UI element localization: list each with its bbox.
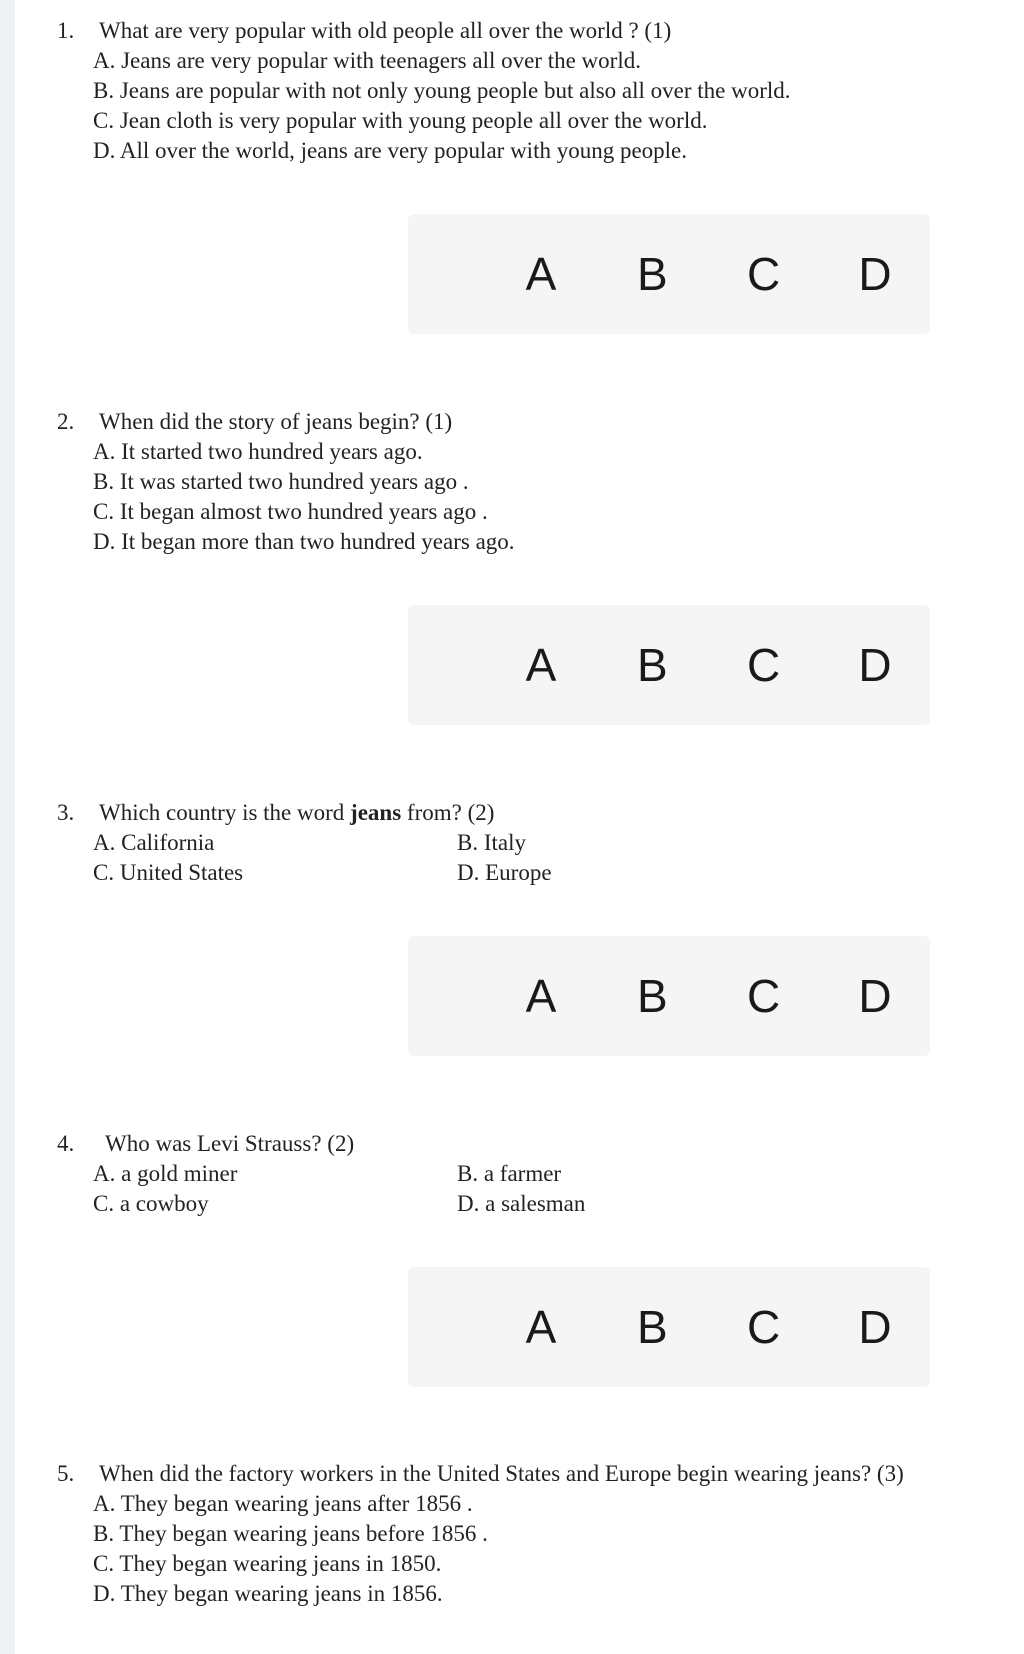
question-number: 3. [57,800,75,825]
option-b: B. a farmer [457,1161,562,1186]
choice-d-button[interactable]: D [858,970,892,1022]
question-text: Which country is the word jeans from? (2) [99,800,495,825]
option-d: D. Europe [457,860,552,885]
option-c: C. They began wearing jeans in 1850. [93,1551,442,1576]
question-number: 1. [57,18,75,43]
option-d: D. It began more than two hundred years ago. [93,529,515,554]
option-c: C. United States [93,860,244,885]
answer-choices-1 [408,214,930,334]
options-list [93,437,515,557]
answer-choices-4 [408,1267,930,1387]
option-c: C. Jean cloth is very popular with young people all over the world. [93,108,708,133]
choice-c-button[interactable]: C [747,248,781,300]
choice-b-button[interactable]: B [636,639,668,691]
option-b: B. They began wearing jeans before 1856 . [93,1521,488,1546]
question-text: What are very popular with old people all over the world ? (1) [99,18,672,43]
question-text: When did the story of jeans begin? (1) [99,409,453,434]
question-3 [57,798,757,888]
left-edge-bar [0,0,15,1654]
choice-c-button[interactable]: C [747,639,781,691]
question-text: Who was Levi Strauss? (2) [105,1131,355,1156]
question-5 [57,1459,937,1609]
option-a: A. They began wearing jeans after 1856 . [93,1491,473,1516]
option-c: C. a cowboy [93,1191,209,1216]
question-2 [57,407,515,557]
option-b: B. Italy [457,830,526,855]
question-4 [57,1129,757,1219]
option-d: D. All over the world, jeans are very popular with young people. [93,138,688,163]
option-a: A. Jeans are very popular with teenagers all over the world. [93,48,641,73]
option-c: C. It began almost two hundred years ago . [93,499,488,524]
options-list [93,46,791,166]
choice-d-button[interactable]: D [858,248,892,300]
choice-c-button[interactable]: C [747,970,781,1022]
question-1 [57,16,791,166]
choice-a-button[interactable]: A [525,970,557,1022]
option-a: A. It started two hundred years ago. [93,439,423,464]
option-b: B. Jeans are popular with not only young people but also all over the world. [93,78,791,103]
question-number: 5. [57,1461,75,1486]
option-b: B. It was started two hundred years ago . [93,469,469,494]
option-d: D. They began wearing jeans in 1856. [93,1581,443,1606]
choice-a-button[interactable]: A [525,639,557,691]
options-list [93,1159,757,1219]
options-list [93,1489,937,1609]
choice-a-button[interactable]: A [525,248,557,300]
answer-choices-3 [408,936,930,1056]
choice-b-button[interactable]: B [636,970,668,1022]
question-number: 2. [57,409,75,434]
option-a: A. a gold miner [93,1161,238,1186]
bold-keyword: jeans [350,800,402,825]
choice-b-button[interactable]: B [636,1301,668,1353]
choice-d-button[interactable]: D [858,639,892,691]
choice-c-button[interactable]: C [747,1301,781,1353]
choice-a-button[interactable]: A [525,1301,557,1353]
choice-b-button[interactable]: B [636,248,668,300]
option-a: A. California [93,830,215,855]
option-d: D. a salesman [457,1191,586,1216]
question-text: When did the factory workers in the United States and Europe begin wearing jeans? (3) [99,1461,904,1486]
choice-d-button[interactable]: D [858,1301,892,1353]
answer-choices-2 [408,605,930,725]
options-list [93,828,757,888]
question-number: 4. [57,1131,75,1156]
